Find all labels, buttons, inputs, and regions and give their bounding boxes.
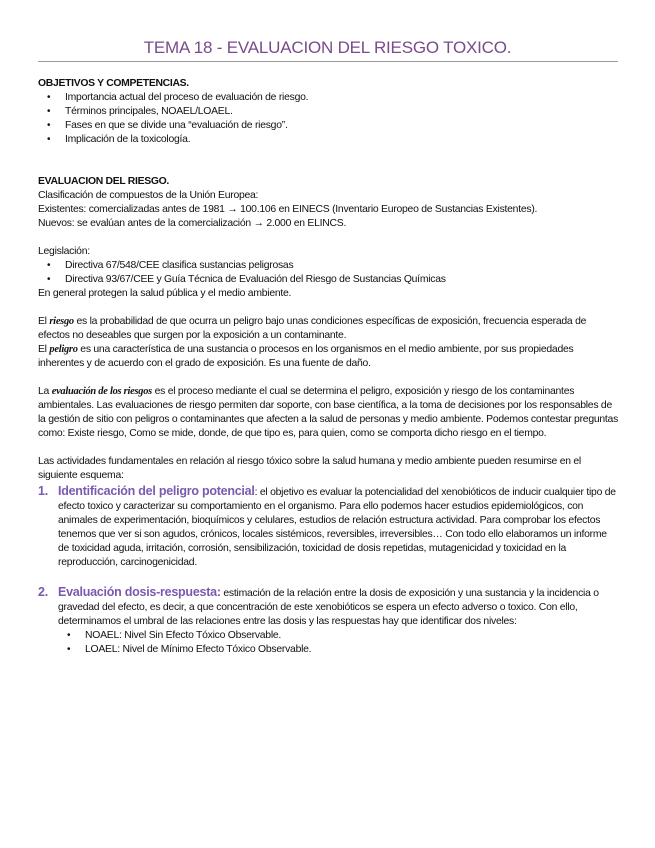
title-underline	[38, 61, 618, 62]
nuevos-line: Nuevos: se evalúan antes de la comercialización → 2.000 en ELINCS.	[38, 218, 347, 229]
legislacion-label: Legislación:	[38, 246, 90, 257]
peligro-definition: El peligro es una característica de una sustancia o procesos en los organismos en el medio ambiente, por sus propiedades inherentes y de acuerdo con el grado de exposición. Es una fuente de daño.	[38, 344, 574, 369]
step-number: 1.	[38, 484, 48, 498]
evaluacion-riesgos-paragraph: La evaluación de los riesgos es el proceso mediante el cual se determina el peligro, exposición y riesgo de los contaminantes ambientales. Las evaluaciones de riesgo permiten dar soporte, con base científica, a la toma de decisiones por los responsables de la gestión de sitio con peligros o contaminantes que afecten a la salud de personas y medio ambiente. Podemos contestar preguntas como: Existe riesgo, Como se mide, donde, de que tipo es, para quien, como se comporta dicho riesgo en el tiempo.	[38, 386, 619, 439]
list-item: • Términos principales, NOAEL/LOAEL.	[38, 105, 620, 119]
evaluacion-riesgos-term: evaluación de los riesgos	[51, 386, 152, 397]
step-item	[38, 483, 620, 570]
evaluacion-heading: EVALUACION DEL RIESGO.	[38, 176, 169, 187]
list-item: • Directiva 67/548/CEE clasifica sustancias peligrosas	[38, 259, 620, 273]
page-title: TEMA 18 - EVALUACION DEL RIESGO TOXICO.	[143, 38, 512, 57]
niveles-list	[58, 629, 620, 657]
list-item: • Fases en que se divide una “evaluación de riesgo”.	[38, 119, 620, 133]
step-item	[38, 584, 620, 657]
legislacion-note: En general protegen la salud pública y el medio ambiente.	[38, 288, 292, 299]
step-text: : el objetivo es evaluar la potencialidad del xenobióticos de inducir cualquier tipo de efecto toxico y caracterizar su comportamiento en el organismo. Para ello podemos hacer estudios epidemiológicos, con animales de experimentación, bioquímicos y celulares, estudios de relación estructura actividad. Para comprobar los efectos tenemos que ver si son agudos, crónicos, locales sistémicos, reversibles, irreversibles… Con todo ello elaboramos un informe de toxicidad aguda, irritación, corrosión, sensibilización, toxicidad de dosis repetidas, mutagenicidad y toxicidad en la reproducción, carcinogenicidad.	[58, 487, 616, 568]
objetivos-list	[38, 91, 620, 147]
step-title: Evaluación dosis-respuesta:	[58, 585, 221, 599]
actividades-intro: Las actividades fundamentales en relación al riesgo tóxico sobre la salud humana y medio ambiente pueden resumirse en el siguiente esquema:	[38, 456, 581, 481]
objetivos-heading: OBJETIVOS Y COMPETENCIAS.	[38, 78, 189, 89]
riesgo-definition: El riesgo es la probabilidad de que ocurra un peligro bajo unas condiciones específicas de exposición, frecuencia esperada de efectos no deseables que surgen por la exposición a un contaminante.	[38, 316, 587, 341]
clasificacion-line: Clasificación de compuestos de la Unión Europea:	[38, 190, 259, 201]
existentes-line: Existentes: comercializadas antes de 1981 → 100.106 en EINECS (Inventario Europeo de Sustancias Existentes).	[38, 204, 538, 215]
list-item: • Importancia actual del proceso de evaluación de riesgo.	[38, 91, 620, 105]
step-text: estimación de la relación entre la dosis de exposición y una sustancia y la incidencia o gravedad del efecto, es decir, a que concentración de este xenobióticos se espera un efecto adverso o toxico. Con ello, determinamos el umbral de las relaciones entre las dosis y las respuestas hay que identificar dos niveles:	[58, 588, 599, 627]
peligro-term: peligro	[49, 344, 78, 355]
step-title: Identificación del peligro potencial	[58, 484, 255, 498]
riesgo-term: riesgo	[49, 316, 74, 327]
list-item: • NOAEL: Nivel Sin Efecto Tóxico Observable.	[58, 629, 620, 643]
step-number: 2.	[38, 585, 48, 599]
steps-list	[38, 483, 620, 657]
document-body	[38, 77, 620, 657]
list-item: • Directiva 93/67/CEE y Guía Técnica de Evaluación del Riesgo de Sustancias Químicas	[38, 273, 620, 287]
list-item: • LOAEL: Nivel de Mínimo Efecto Tóxico Observable.	[58, 643, 620, 657]
list-item: • Implicación de la toxicología.	[38, 133, 620, 147]
legislacion-list	[38, 259, 620, 287]
